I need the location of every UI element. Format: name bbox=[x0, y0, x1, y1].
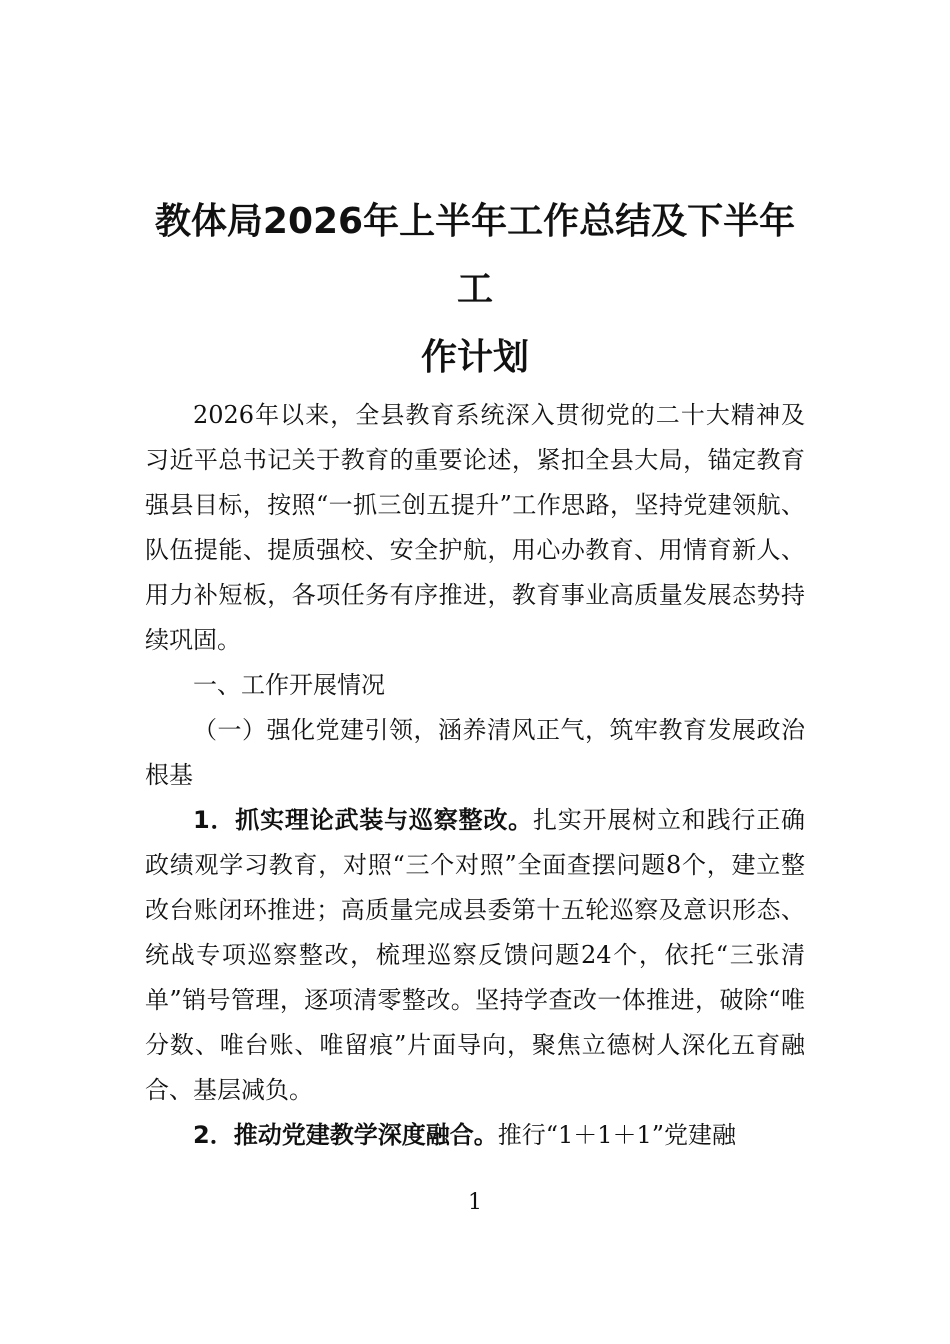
item-text-1: 扎实开展树立和践行正确政绩观学习教育，对照“三个对照”全面查摆问题8个，建立整改台账闭环推进；高质量完成县委第十五轮巡察及意识形态、统战专项巡察整改，梳理巡察反馈问题24个，依托“三张清单”销号管理，逐项清零整改。坚持学查改一体推进，破除“唯分数、唯台账、唯留痕”片面导向，聚焦立德树人深化五育融合、基层减负。 bbox=[145, 806, 806, 1104]
document-title bbox=[140, 188, 810, 392]
page-number: 1 bbox=[468, 1190, 482, 1215]
intro-paragraph: 2026年以来，全县教育系统深入贯彻党的二十大精神及习近平总书记关于教育的重要论述，紧扣全县大局，锚定教育强县目标，按照“一抓三创五提升”工作思路，坚持党建领航、队伍提能、提质强校、安全护航，用心办教育、用情育新人、用力补短板，各项任务有序推进，教育事业高质量发展态势持续巩固。 bbox=[145, 401, 805, 654]
item-lead-2: 2．推动党建教学深度融合。 bbox=[193, 1121, 498, 1149]
title-line-1: 教体局2026年上半年工作总结及下半年工 bbox=[154, 201, 796, 310]
item-text-2: 推行“1＋1＋1”党建融 bbox=[497, 1121, 737, 1149]
title-line-2: 作计划 bbox=[420, 337, 529, 378]
subsection-heading: （一）强化党建引领，涵养清风正气，筑牢教育发展政治根基 bbox=[145, 716, 805, 789]
item-paragraph-1 bbox=[145, 798, 805, 1113]
document-body bbox=[145, 393, 805, 1158]
item-paragraph-2 bbox=[145, 1113, 805, 1158]
item-lead-1: 1．抓实理论武装与巡察整改。 bbox=[193, 806, 533, 834]
section-heading: 一、工作开展情况 bbox=[193, 671, 385, 699]
